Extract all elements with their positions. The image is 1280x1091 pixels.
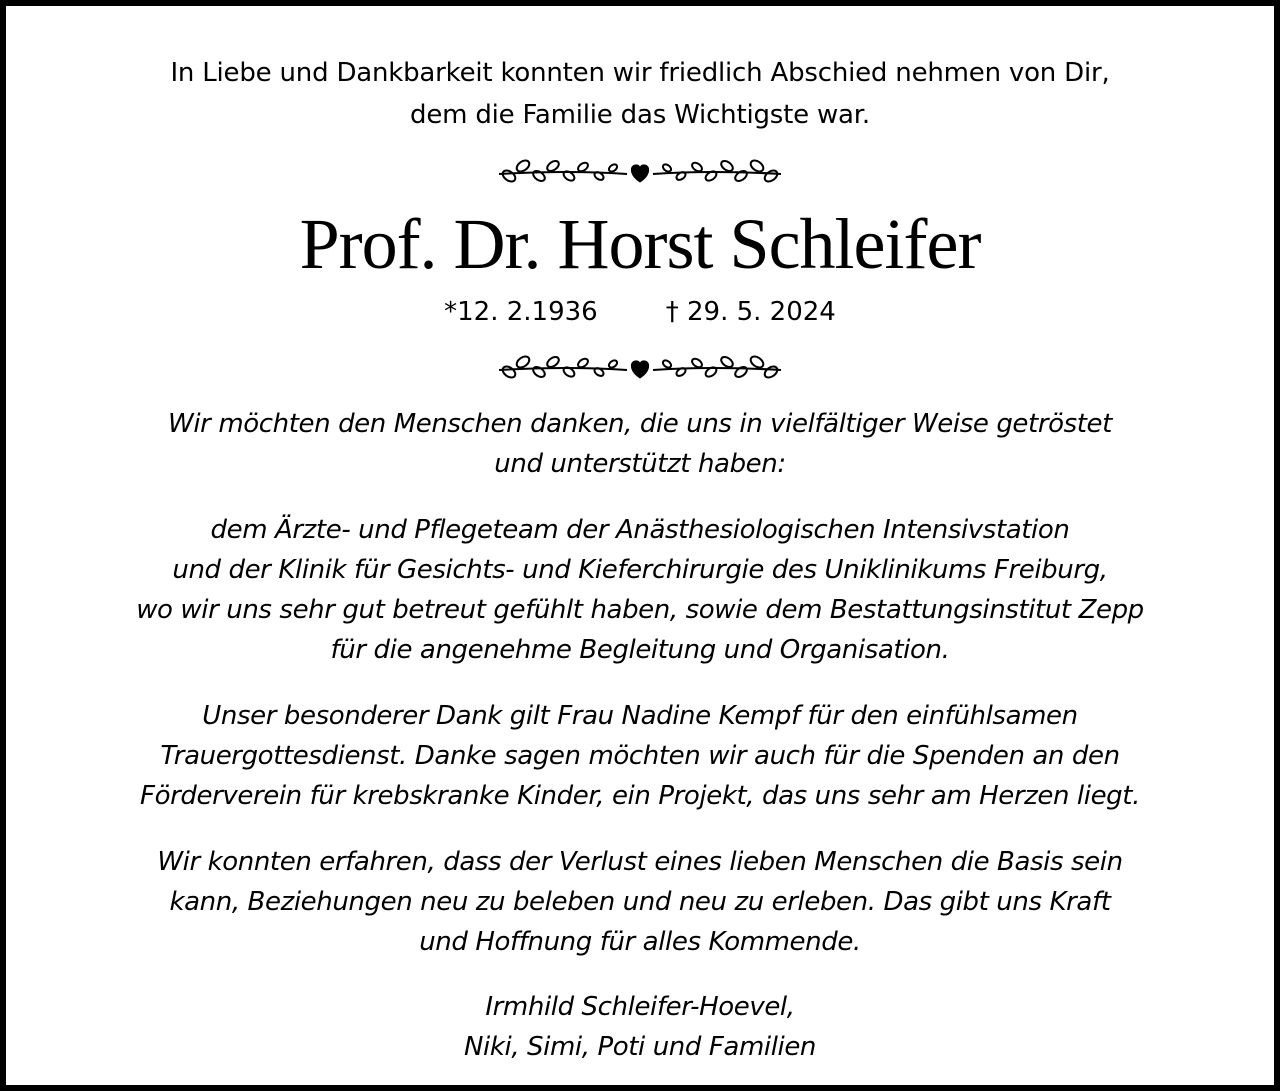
floral-heart-divider-icon: [495, 348, 785, 388]
thanks-intro: [12, 404, 1268, 484]
text-line: für die angenehme Begleitung und Organisation.: [330, 635, 950, 665]
death-date: † 29. 5. 2024: [665, 297, 836, 327]
intro-line: dem die Familie das Wichtigste war.: [410, 100, 870, 130]
text-line: und Hoffnung für alles Kommende.: [419, 927, 861, 957]
text-line: und unterstützt haben:: [494, 449, 786, 479]
text-line: Förderverein für krebskranke Kinder, ein Projekt, das uns sehr am Herzen liegt.: [140, 781, 1140, 811]
thanks-closing: [12, 842, 1268, 962]
thanks-medical: [12, 510, 1268, 670]
text-line: wo wir uns sehr gut betreut gefühlt haben, sowie dem Bestattungsinstitut Zepp: [136, 595, 1144, 625]
text-line: und der Klinik für Gesichts- und Kieferchirurgie des Uniklinikums Freiburg,: [172, 555, 1108, 585]
birth-date: *12. 2.1936: [444, 297, 598, 327]
text-line: Unser besonderer Dank gilt Frau Nadine Kempf für den einfühlsamen: [202, 701, 1078, 731]
intro-text: [12, 52, 1268, 136]
text-line: Trauergottesdienst. Danke sagen möchten wir auch für die Spenden an den: [160, 741, 1120, 771]
floral-heart-divider-icon: [495, 152, 785, 192]
signature-line: Niki, Simi, Poti und Familien: [463, 1032, 817, 1062]
deceased-name: Prof. Dr. Horst Schleifer: [299, 204, 981, 284]
obituary-content: [12, 12, 1268, 1079]
text-line: dem Ärzte- und Pflegeteam der Anästhesiologischen Intensivstation: [210, 515, 1070, 545]
text-line: Wir möchten den Menschen danken, die uns in vielfältiger Weise getröstet: [168, 409, 1112, 439]
signature: [12, 987, 1268, 1067]
text-line: Wir konnten erfahren, dass der Verlust eines lieben Menschen die Basis sein: [157, 847, 1123, 877]
signature-line: Irmhild Schleifer-Hoevel,: [485, 992, 795, 1022]
text-line: kann, Beziehungen neu zu beleben und neu zu erleben. Das gibt uns Kraft: [169, 887, 1111, 917]
thanks-special: [12, 696, 1268, 816]
intro-line: In Liebe und Dankbarkeit konnten wir friedlich Abschied nehmen von Dir,: [170, 58, 1110, 88]
life-dates: [12, 292, 1268, 332]
